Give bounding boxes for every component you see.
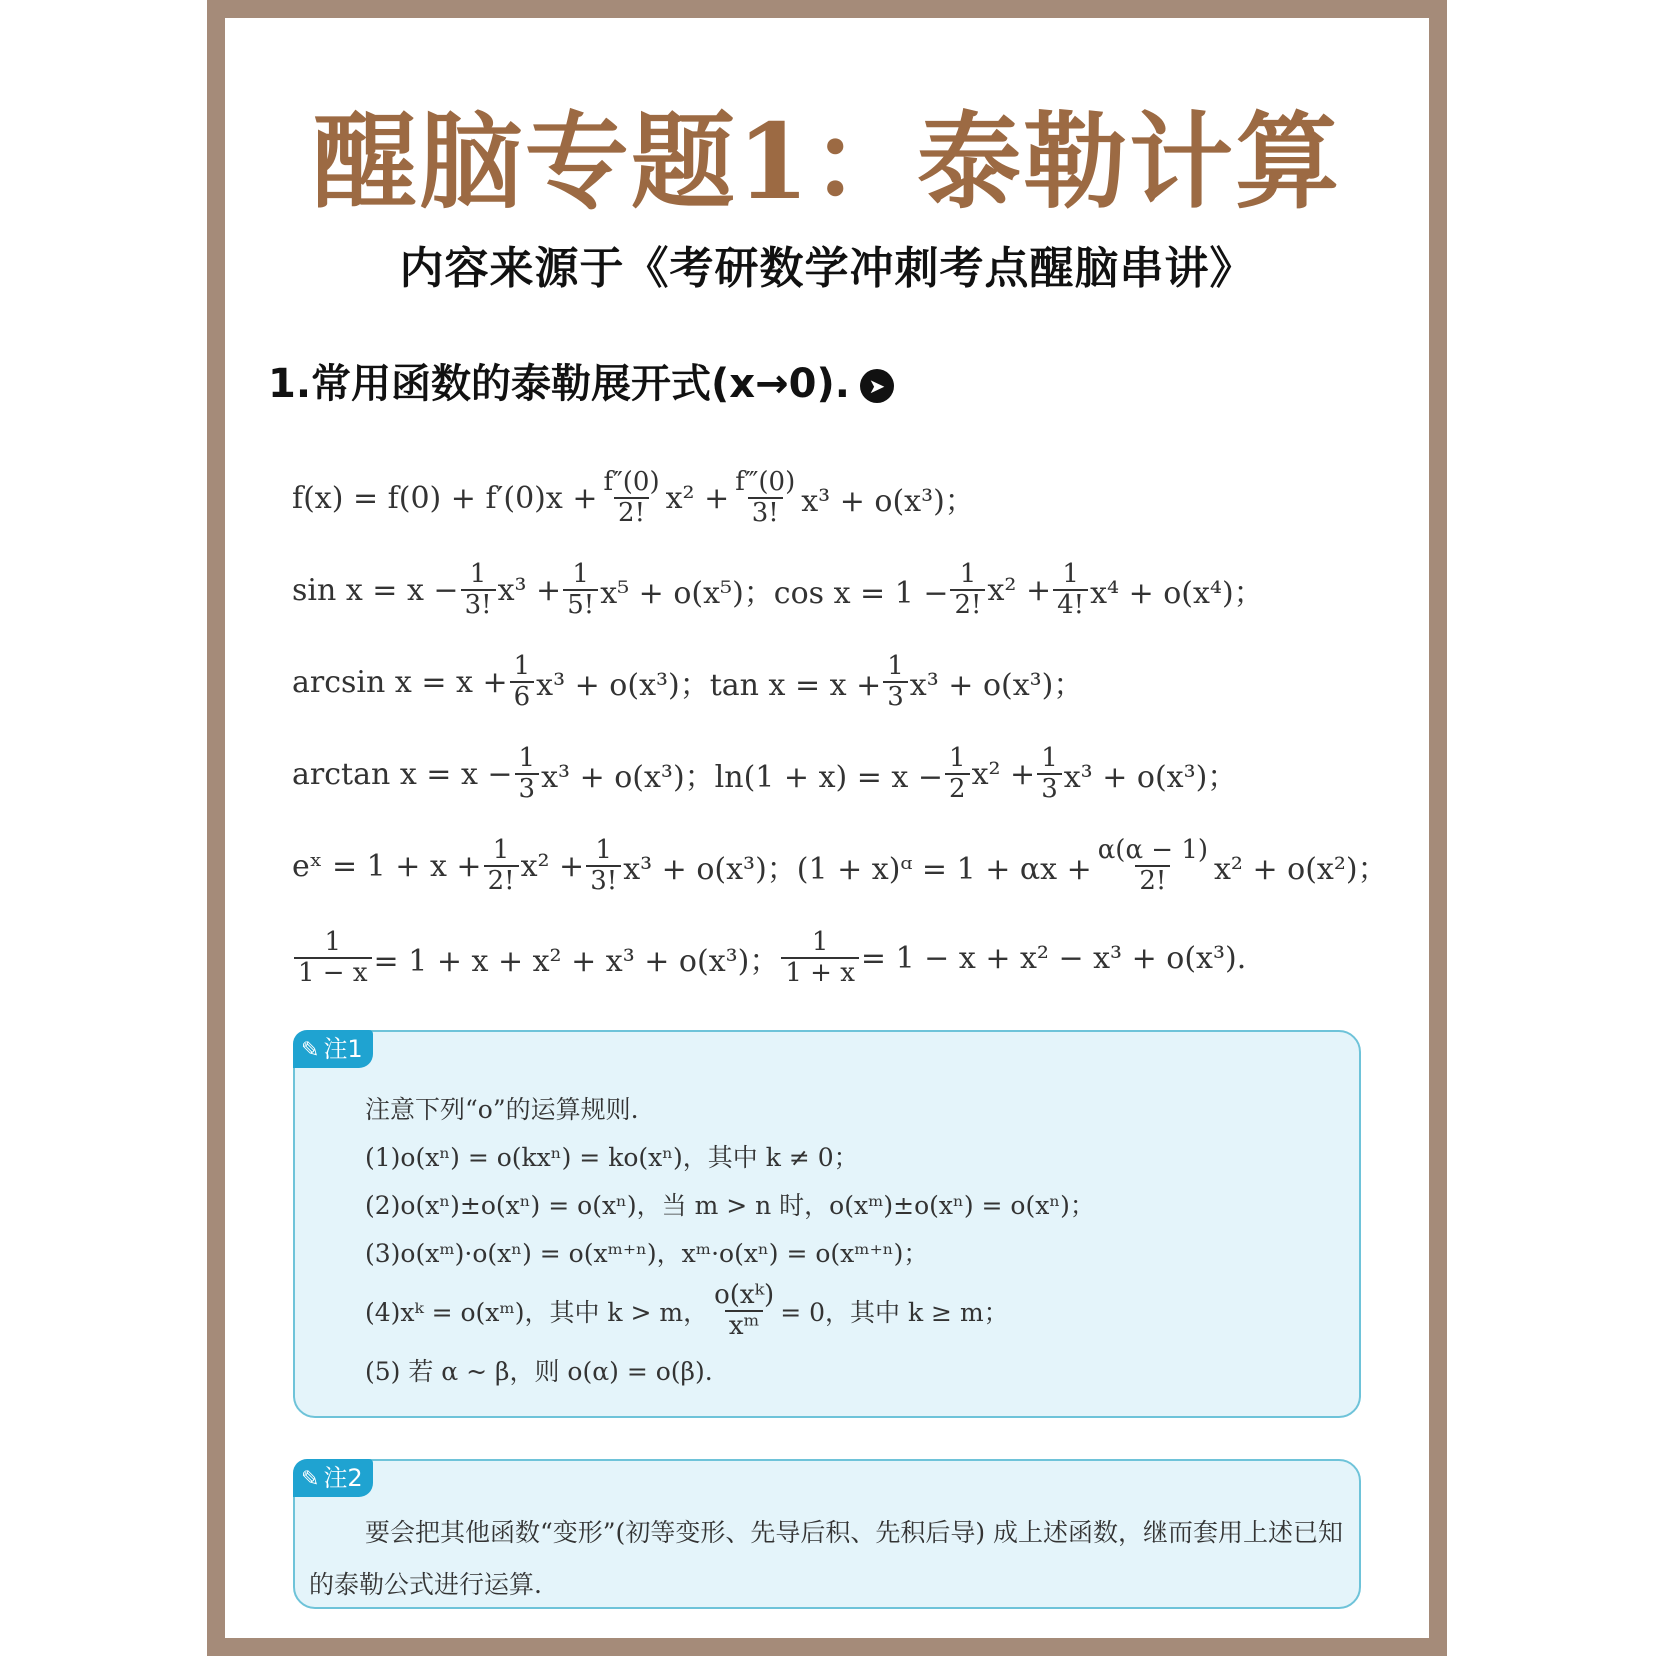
formula-text: x² + o(x²)； (1214, 852, 1388, 887)
formula-text: x⁵ + o(x⁵)；cos x = 1 − (600, 576, 949, 611)
note-1-lines (365, 1084, 1095, 1394)
numerator: 1 (811, 927, 829, 958)
denominator: 2 (945, 773, 970, 804)
numerator: o(xᵏ) (714, 1280, 775, 1311)
note-tag-2 (293, 1459, 373, 1497)
note-box-1 (293, 1030, 1361, 1418)
formula-general-taylor (292, 452, 1388, 544)
denominator: 5! (563, 589, 598, 620)
denominator: 3 (515, 773, 540, 804)
numerator: α(α − 1) (1097, 835, 1209, 866)
formula-text: arcsin x = x + (292, 664, 508, 700)
formula-text: x³ + o(x³)； (801, 484, 975, 519)
formula-text: x³ + o(x³)；ln(1 + x) = x − (541, 760, 944, 795)
pen-note-icon: ✎ (301, 1467, 320, 1492)
fraction (599, 468, 663, 527)
taylor-formula-list (292, 452, 1388, 1004)
formula-text: x² + (987, 572, 1052, 608)
formula-exp-binomial (292, 820, 1388, 912)
fraction (515, 744, 540, 803)
denominator: 6 (510, 681, 535, 712)
denominator: 1 + x (781, 957, 859, 988)
formula-text: arctan x = x − (292, 756, 513, 792)
numerator: 1 (595, 835, 612, 866)
numerator: 1 (469, 559, 487, 590)
denominator: 2! (1135, 865, 1170, 896)
numerator: 1 (324, 927, 342, 958)
note-tag-label: 注2 (323, 1464, 363, 1492)
fraction (781, 928, 859, 987)
formula-text: = 1 − x + x² − x³ + o(x³). (860, 940, 1247, 976)
denominator: 3! (748, 497, 783, 528)
fraction (563, 560, 598, 619)
fraction (731, 468, 799, 527)
numerator: f″(0) (603, 467, 660, 498)
formula-text: x⁴ + o(x⁴)； (1090, 576, 1264, 611)
numerator: 1 (887, 651, 904, 682)
fraction (484, 836, 519, 895)
section-heading (268, 352, 894, 409)
formula-arctan-ln (292, 728, 1388, 820)
page-subtitle: 内容来源于《考研数学冲刺考点醒脑串讲》 (399, 243, 1255, 294)
note-2-text: 要会把其他函数“变形”(初等变形、先导后积、先积后导) 成上述函数，继而套用上述已知的泰勒公式进行运算. (309, 1518, 1344, 1599)
numerator: 1 (1062, 559, 1079, 590)
note-line: 注意下列“o”的运算规则. (365, 1095, 639, 1124)
section-heading-text: 1.常用函数的泰勒展开式(x→0). (268, 361, 850, 407)
denominator: 1 − x (294, 957, 372, 988)
formula-text: x³ + o(x³)； (909, 668, 1084, 703)
note-text: = 0，其中 k ≥ m； (780, 1298, 1009, 1327)
numerator: 1 (492, 835, 510, 866)
numerator: 1 (572, 559, 589, 590)
formula-text: sin x = x − (292, 572, 459, 608)
formula-text: x³ + o(x³)； (1063, 760, 1238, 795)
note-line: (5) 若 α ~ β，则 o(α) = o(β). (365, 1357, 713, 1386)
formula-text: x³ + o(x³)；(1 + x)ᵅ = 1 + αx + (623, 852, 1092, 887)
numerator: f‴(0) (735, 467, 796, 498)
fraction (883, 652, 908, 711)
formula-text: x² + (665, 480, 730, 516)
denominator: 2! (484, 865, 519, 896)
fraction (950, 560, 985, 619)
denominator: 3! (461, 589, 496, 620)
page-title: 醒脑专题1：泰勒计算 (312, 100, 1342, 223)
denominator: 3 (883, 681, 908, 712)
numerator: 1 (959, 559, 977, 590)
fraction (1094, 836, 1212, 895)
formula-text: = 1 + x + x² + x³ + o(x³)； (373, 944, 780, 979)
fraction (586, 836, 621, 895)
arrow-right-circle-icon: ➤ (860, 369, 894, 403)
denominator: 3! (586, 865, 621, 896)
fraction (461, 560, 496, 619)
note-tag-label: 注1 (323, 1035, 363, 1063)
formula-text: x² + (520, 848, 585, 884)
numerator: 1 (518, 743, 536, 774)
formula-text: eˣ = 1 + x + (292, 848, 482, 884)
note-tag-1 (293, 1030, 373, 1068)
denominator: 2! (614, 497, 649, 528)
note-line: (2)o(xⁿ)±o(xⁿ) = o(xⁿ)，当 m > n 时，o(xᵐ)±o(xⁿ) = o(xⁿ)； (365, 1191, 1095, 1220)
note-line: (3)o(xᵐ)·o(xⁿ) = o(xᵐ⁺ⁿ)，xᵐ·o(xⁿ) = o(xᵐ⁺ⁿ)； (365, 1239, 929, 1268)
fraction (710, 1281, 778, 1340)
formula-arcsin-tan (292, 636, 1388, 728)
fraction (1053, 560, 1088, 619)
numerator: 1 (1041, 743, 1058, 774)
formula-text: x² + (971, 756, 1036, 792)
denominator: xᵐ (725, 1310, 764, 1341)
note-text: (4)xᵏ = o(xᵐ)，其中 k > m， (365, 1298, 709, 1327)
denominator: 4! (1053, 589, 1088, 620)
formula-geometric (292, 912, 1388, 1004)
numerator: 1 (513, 651, 531, 682)
denominator: 3 (1037, 773, 1062, 804)
note-line: (1)o(xⁿ) = o(kxⁿ) = ko(xⁿ)，其中 k ≠ 0； (365, 1143, 859, 1172)
fraction (294, 928, 372, 987)
note-line (365, 1276, 1095, 1346)
formula-text: f(x) = f(0) + f′(0)x + (292, 480, 598, 516)
formula-sin-cos (292, 544, 1388, 636)
note-box-2 (293, 1459, 1361, 1609)
fraction (510, 652, 535, 711)
fraction (945, 744, 970, 803)
numerator: 1 (949, 743, 966, 774)
denominator: 2! (950, 589, 985, 620)
fraction (1037, 744, 1062, 803)
pen-note-icon: ✎ (301, 1038, 320, 1063)
formula-text: x³ + (497, 572, 562, 608)
formula-text: x³ + o(x³)；tan x = x + (536, 668, 882, 703)
